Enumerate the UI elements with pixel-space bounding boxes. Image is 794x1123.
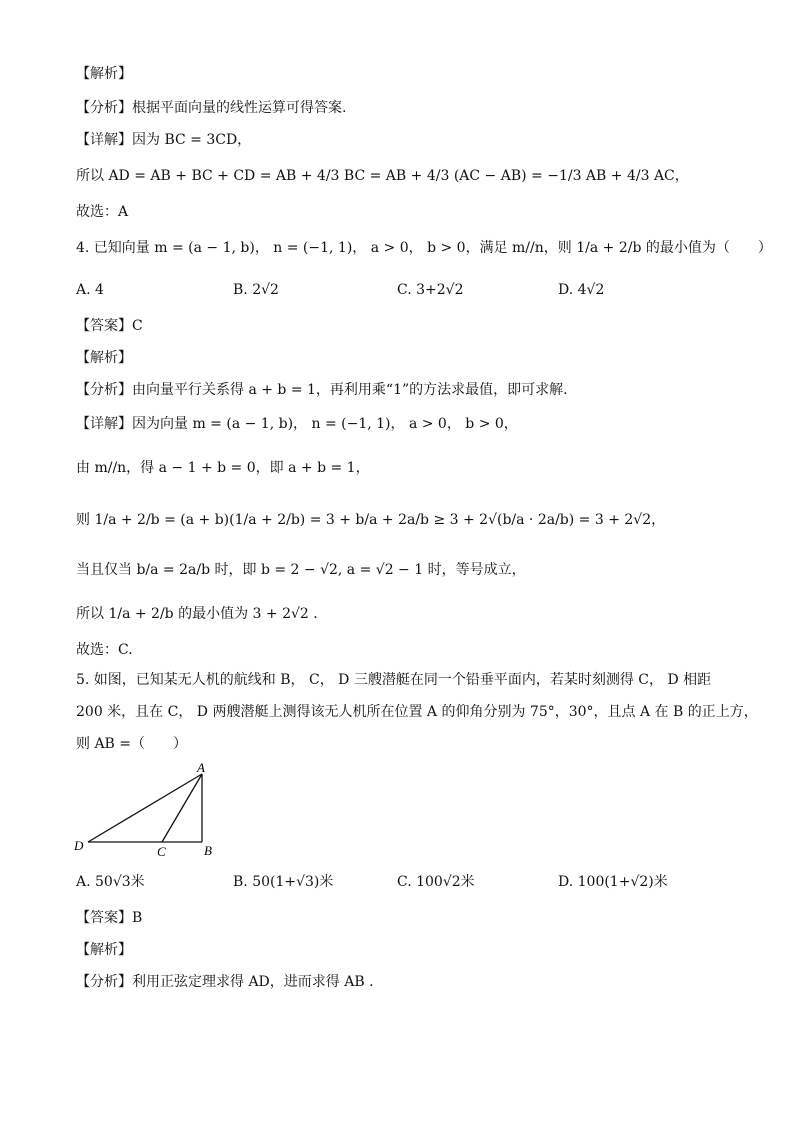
q5-option-a: A. 50√3米 — [76, 874, 145, 890]
answer-line: 【答案】B — [76, 910, 143, 926]
answer-line: 【答案】C — [76, 318, 143, 334]
detail-line: 【详解】因为向量 m = (a − 1, b)， n = (−1, 1)， a > 0， b > 0， — [76, 416, 518, 432]
analysis-line: 【分析】利用正弦定理求得 AD，进而求得 AB . — [76, 974, 374, 990]
detail-line: 【详解】因为 BC = 3CD， — [76, 132, 252, 148]
q5-option-b: B. 50(1+√3)米 — [233, 874, 334, 890]
detail-line: 则 1/a + 2/b = (a + b)(1/a + 2/b) = 3 + b/a + 2a/b ≥ 3 + 2√(b/a · 2a/b) = 3 + 2√2， — [76, 512, 666, 528]
point-label-a: A — [197, 760, 205, 775]
segment-ad — [88, 774, 202, 842]
detail-line: 所以 1/a + 2/b 的最小值为 3 + 2√2 . — [76, 606, 318, 622]
detail-line: 由 m//n，得 a − 1 + b = 0，即 a + b = 1， — [76, 460, 370, 476]
analysis-line: 【分析】由向量平行关系得 a + b = 1，再利用乘“1”的方法求最值，即可求解. — [76, 382, 568, 398]
q4-option-a: A. 4 — [76, 282, 104, 298]
q5-option-c: C. 100√2米 — [397, 874, 475, 890]
q4-option-b: B. 2√2 — [233, 282, 279, 298]
detail-line: 当且仅当 b/a = 2a/b 时，即 b = 2 − √2, a = √2 − 1 时，等号成立， — [76, 562, 526, 578]
point-label-d: D — [74, 838, 84, 853]
problem-4-statement: 4. 已知向量 m = (a − 1, b)， n = (−1, 1)， a > 0， b > 0，满足 m//n，则 1/a + 2/b 的最小值为（ ） — [76, 240, 772, 256]
q4-option-c: C. 3+2√2 — [397, 282, 464, 298]
segment-ac — [162, 774, 202, 842]
point-label-c: C — [157, 844, 166, 859]
answer-choice-line: 故选：A — [76, 204, 129, 220]
analysis-heading: 【解析】 — [76, 66, 132, 82]
detail-line: 所以 AD = AB + BC + CD = AB + 4/3 BC = AB + 4/3 (AC − AB) = −1/3 AB + 4/3 AC， — [76, 168, 689, 184]
answer-choice-line: 故选：C. — [76, 642, 133, 658]
analysis-heading: 【解析】 — [76, 942, 132, 958]
point-label-b: B — [204, 843, 212, 858]
triangle-figure — [70, 760, 230, 860]
q5-option-d: D. 100(1+√2)米 — [558, 874, 668, 890]
problem-5-statement: 则 AB =（ ） — [76, 736, 188, 752]
analysis-heading: 【解析】 — [76, 350, 132, 366]
problem-5-statement: 200 米，且在 C， D 两艘潜艇上测得该无人机所在位置 A 的仰角分别为 75°，30°，且点 A 在 B 的正上方， — [76, 704, 758, 720]
analysis-line: 【分析】根据平面向量的线性运算可得答案. — [76, 100, 347, 116]
problem-5-statement: 5. 如图，已知某无人机的航线和 B， C， D 三艘潜艇在同一个铅垂平面内，若某时刻测得 C， D 相距 — [76, 672, 712, 688]
q4-option-d: D. 4√2 — [558, 282, 605, 298]
